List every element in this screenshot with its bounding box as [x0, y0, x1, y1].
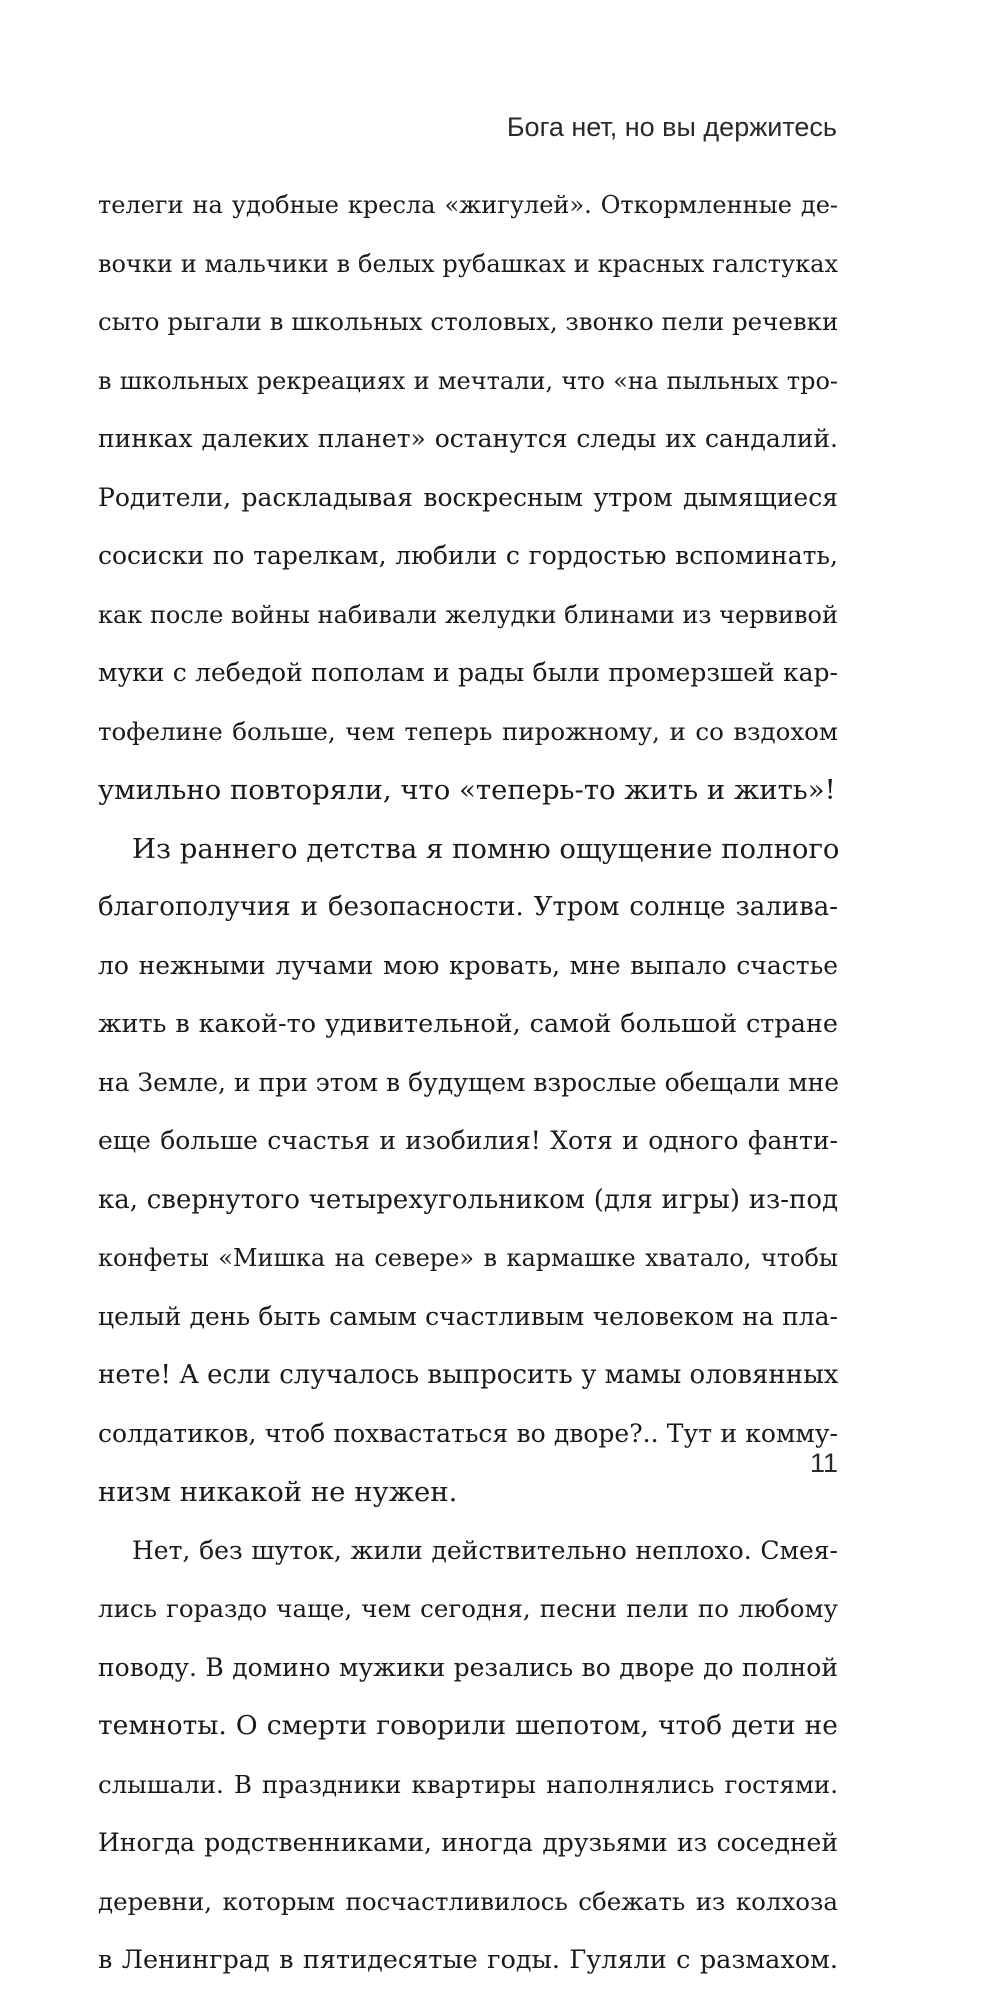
text-line: телеги на удобные кресла «жигулей». Откормленные де- [98, 191, 838, 219]
text-line: сосиски по тарелкам, любили с гордостью вспоминать, [98, 541, 838, 570]
text-line: Родители, раскладывая воскресным утром дымящиеся [98, 482, 838, 512]
text-line: лись гораздо чаще, чем сегодня, песни пели по любому [98, 1594, 838, 1623]
page-number: 11 [809, 1448, 838, 1478]
text-line: еще больше счастья и изобилия! Хотя и одного фанти- [98, 1126, 838, 1155]
text-line: ка, свернутого четырехугольником (для игры) из-под [98, 1184, 838, 1215]
text-line: жить в какой-то удивительной, самой большой стране [98, 1009, 838, 1039]
text-line: в Ленинград в пятидесятые годы. Гуляли с размахом. [98, 1945, 838, 1975]
running-header: Бога нет, но вы держитесь [506, 112, 837, 142]
paragraph-first-line: Нет, без шуток, жили действительно неплохо. Смея- [132, 1535, 838, 1565]
text-line: нете! А если случалось выпросить у мамы оловянных [98, 1360, 839, 1390]
text-line: деревни, которым посчастливилось сбежать из колхоза [98, 1886, 838, 1916]
paragraph-last-line: низм никакой не нужен. [98, 1476, 458, 1508]
text-line: тофелине больше, чем теперь пирожному, и со вздохом [98, 716, 838, 746]
text-line: на Земле, и при этом в будущем взрослые обещали мне [98, 1067, 840, 1097]
text-line: Иногда родственниками, иногда друзьями из соседней [98, 1828, 838, 1857]
text-line: слышали. В праздники квартиры наполнялись гостями. [98, 1769, 838, 1799]
text-line: солдатиков, чтоб похвастаться во дворе?.. Тут и комму- [98, 1418, 838, 1448]
text-line: благополучия и безопасности. Утром солнце залива- [98, 892, 838, 922]
text-line: вочки и мальчики в белых рубашках и красных галстуках [98, 249, 838, 278]
text-line: муки с лебедой пополам и рады были промерзшей кар- [98, 658, 838, 687]
text-line: сыто рыгали в школьных столовых, звонко пели речевки [98, 307, 839, 336]
text-line: темноты. О смерти говорили шепотом, чтоб дети не [98, 1710, 838, 1741]
page-body-text [98, 176, 838, 1990]
text-line: конфеты «Мишка на севере» в кармашке хватало, чтобы [98, 1244, 838, 1272]
paragraph-last-line: умильно повторяли, что «теперь-то жить и жить»! [98, 774, 836, 806]
text-line: целый день быть самым счастливым человеком на пла- [98, 1301, 838, 1331]
text-line: пинках далеких планет» останутся следы их сандалий. [98, 424, 838, 453]
text-line: ло нежными лучами мою кровать, мне выпало счастье [98, 950, 838, 980]
text-line: в школьных рекреациях и мечтали, что «на пыльных тро- [98, 366, 838, 395]
text-line: поводу. В домино мужики резались во дворе до полной [98, 1652, 838, 1682]
paragraph-first-line: Из раннего детства я помню ощущение полного [132, 832, 840, 865]
text-line: как после войны набивали желудки блинами из червивой [98, 600, 838, 629]
